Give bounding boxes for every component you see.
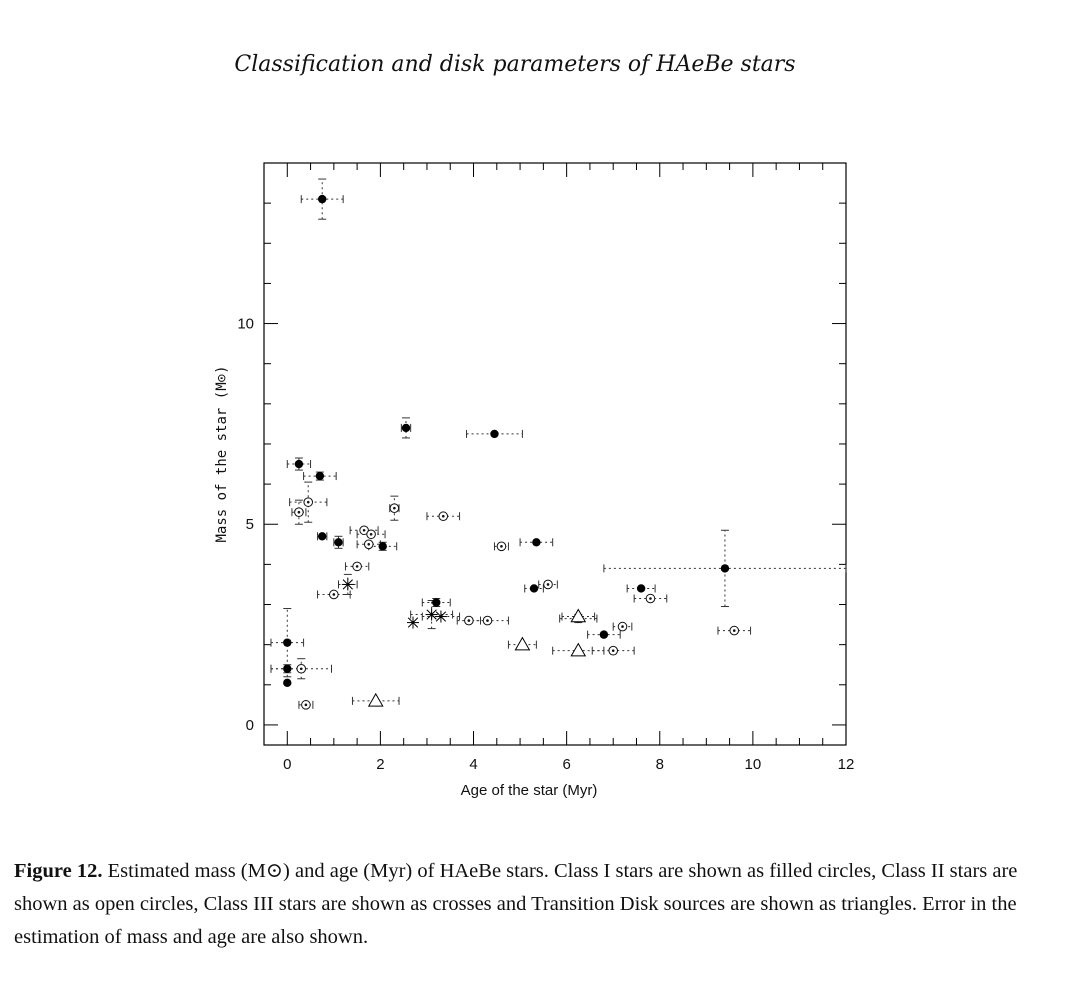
transition-disk-point [571, 644, 585, 656]
class-ii-point-center [547, 583, 550, 586]
caption-label: Figure 12. [14, 860, 103, 882]
class-i-point [600, 630, 608, 638]
class-i-point [318, 195, 326, 203]
class-ii-point-center [298, 511, 301, 514]
class-i-point [295, 460, 303, 468]
x-tick-label: 6 [562, 756, 571, 773]
class-iii-point [435, 611, 447, 623]
class-ii-point-center [500, 545, 503, 548]
x-tick-label: 8 [655, 756, 664, 773]
x-axis-label: Age of the star (Myr) [460, 782, 598, 799]
class-ii-point-center [612, 649, 615, 652]
class-ii-point-center [486, 619, 489, 622]
transition-disk-point [515, 638, 529, 650]
x-tick-label: 12 [837, 756, 855, 773]
x-tick-label: 10 [744, 756, 762, 773]
class-ii-point-center [367, 543, 370, 546]
class-ii-point-center [442, 515, 445, 518]
class-i-point [283, 679, 291, 687]
class-i-point [334, 538, 342, 546]
class-i-point [402, 424, 410, 432]
class-i-point [318, 532, 326, 540]
class-ii-point-center [363, 529, 366, 532]
class-ii-point-center [621, 625, 624, 628]
class-i-point [316, 472, 324, 480]
class-iii-point [407, 617, 419, 629]
figure-caption [14, 855, 1064, 954]
class-ii-point-center [300, 667, 303, 670]
y-tick-label: 0 [245, 716, 254, 734]
error-bars [271, 179, 846, 709]
class-i-point [637, 584, 645, 592]
x-tick-label: 4 [469, 756, 478, 773]
class-ii-point-center [733, 629, 736, 632]
class-ii-point-center [307, 501, 310, 504]
class-i-point [283, 638, 291, 646]
class-ii-point-center [305, 704, 308, 707]
tick-labels [237, 316, 854, 773]
plot-frame [264, 163, 846, 745]
class-i-point [532, 538, 540, 546]
class-i-point [379, 542, 387, 550]
x-tick-label: 0 [283, 756, 292, 773]
x-tick-label: 2 [376, 756, 385, 773]
class-ii-point-center [468, 619, 471, 622]
data-markers [283, 195, 738, 709]
y-tick-label: 5 [245, 516, 254, 534]
class-ii-point-center [649, 597, 652, 600]
class-ii-point-center [370, 533, 373, 536]
class-ii-point-center [393, 507, 396, 510]
class-i-point [432, 598, 440, 606]
running-title: Classification and disk parameters of HAeBe stars [234, 52, 796, 77]
transition-disk-point [369, 694, 383, 706]
caption-text: Estimated mass (M⊙) and age (Myr) of HAeBe stars. Class I stars are shown as filled circles, Class II stars are shown as open circles, Class III stars are shown as crosses and Transition Disk sources are shown as triangles. Error in the estimation of mass and age are also shown. [14, 860, 1018, 948]
y-tick-label: 10 [237, 315, 254, 333]
y-axis-label: Mass of the star (M⊙) [214, 365, 230, 543]
axis-ticks [264, 163, 846, 745]
class-i-point [530, 584, 538, 592]
class-ii-point-center [356, 565, 359, 568]
class-i-point [283, 665, 291, 673]
class-i-point [721, 564, 729, 572]
class-iii-point [342, 578, 354, 590]
class-ii-point-center [333, 593, 336, 596]
transition-disk-point [571, 610, 585, 622]
class-i-point [490, 430, 498, 438]
class-iii-point [426, 609, 438, 621]
